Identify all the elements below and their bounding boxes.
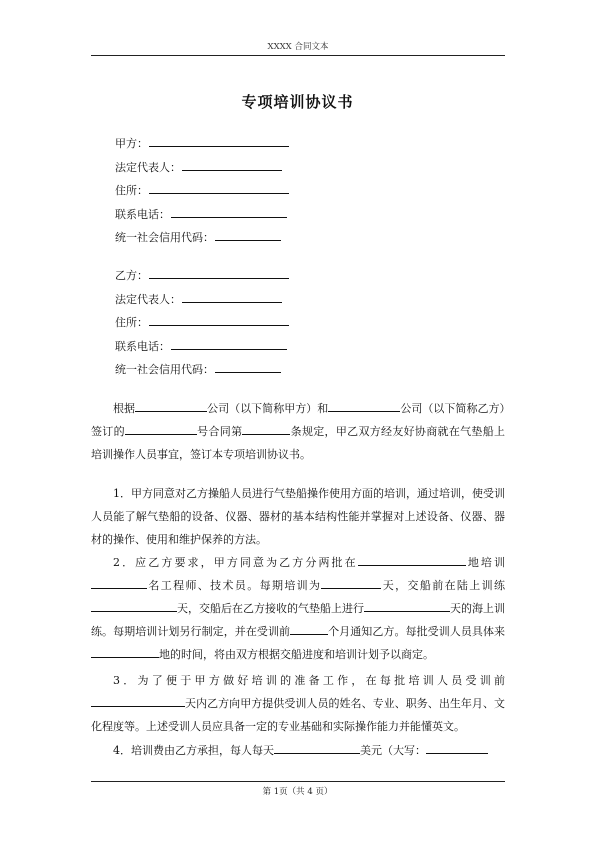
party-a-phone-label: 联系电话：: [115, 208, 170, 221]
intro-contract-no-blank[interactable]: [125, 423, 197, 435]
clause-3-text-2: 天内乙方向甲方提供受训人员的姓名、专业、职务、出生年月、文化程度等。上述受训人员应具备一定的专业基础和实际操作能力并能懂英文。: [91, 697, 505, 733]
party-b-credit-label: 统一社会信用代码：: [115, 363, 214, 376]
clause-4-text-2: 美元（大写：: [360, 744, 426, 757]
footer-divider: [91, 781, 505, 782]
intro-text-2: 公司（以下简称甲方）和: [207, 402, 329, 415]
party-a-rep-blank[interactable]: [182, 158, 282, 171]
clause-4-text-1: 4．培训费由乙方承担，每人每天: [113, 744, 274, 757]
intro-company-a-blank[interactable]: [135, 400, 207, 412]
party-a-phone-row: [115, 205, 287, 221]
clause-2-location-blank[interactable]: [358, 554, 466, 566]
clause-4-fee-blank[interactable]: [274, 742, 360, 754]
intro-company-b-blank[interactable]: [328, 400, 400, 412]
party-a-phone-blank[interactable]: [171, 205, 287, 218]
party-b-name-blank[interactable]: [149, 266, 289, 279]
intro-text-1: 根据: [113, 402, 136, 415]
clause-2-text-8: 地的时间，将由双方根据交船进度和培训计划予以商定。: [159, 648, 434, 661]
party-b-name-label: 乙方：: [115, 269, 148, 282]
party-a-name-blank[interactable]: [149, 134, 289, 147]
clause-3: [91, 669, 505, 738]
intro-article-blank[interactable]: [242, 423, 290, 435]
clause-4: [91, 739, 505, 762]
party-b-address-blank[interactable]: [149, 313, 289, 326]
party-b-name-row: [115, 266, 289, 282]
party-a-address-label: 住所：: [115, 184, 148, 197]
party-a-address-row: [115, 181, 289, 197]
party-b-credit-blank[interactable]: [215, 360, 281, 373]
clause-1: 1．甲方同意对乙方操船人员进行气垫船操作使用方面的培训，通过培训，使受训人员能了解气垫船的设备、仪器、器材的基本结构性能并掌握对上述设备、仪器、器材的操作、使用和维护保养的方法。: [91, 487, 505, 546]
party-a-rep-label: 法定代表人：: [115, 161, 181, 174]
party-a-rep-row: [115, 158, 282, 174]
clause-2-sea-days-blank[interactable]: [364, 600, 450, 612]
intro-text-4: 号合同第: [196, 425, 243, 438]
intro-paragraph: [91, 397, 505, 466]
clause-2-text-5: 天，交船后在乙方接收的气垫船上进行: [177, 602, 364, 615]
page-number: 第 1页（共 4 页）: [262, 787, 333, 797]
clause-2-text-4: 天，交船前在陆上训练: [381, 579, 506, 592]
clause-2-text-6: 天的海上训练。每期培训计划另行制定，并在受训前: [91, 602, 505, 638]
party-a-credit-label: 统一社会信用代码：: [115, 231, 214, 244]
party-b-phone-label: 联系电话：: [115, 340, 170, 353]
clause-3-text-1: 3．为了便于甲方做好培训的准备工作，在每批培训人员受训前: [113, 674, 505, 687]
party-a-name-label: 甲方：: [115, 137, 148, 150]
party-b-rep-blank[interactable]: [182, 290, 282, 303]
party-b-phone-blank[interactable]: [171, 337, 287, 350]
party-b-rep-row: [115, 290, 282, 306]
clause-3-days-blank[interactable]: [91, 695, 185, 707]
intro-text-5: 条规定，甲乙双方经友好协商就在气垫船上培训操作人员事宜，签订本专项培训协议书。: [91, 425, 506, 461]
clause-2-arrival-blank[interactable]: [91, 646, 159, 658]
clause-2: [91, 551, 505, 666]
clause-2-text-2: 地培训: [465, 556, 506, 569]
party-b-rep-label: 法定代表人：: [115, 293, 181, 306]
document-title: 专项培训协议书: [241, 93, 354, 111]
party-b-credit-row: [115, 360, 281, 376]
party-a-address-blank[interactable]: [149, 181, 289, 194]
clause-2-days-blank[interactable]: [321, 577, 381, 589]
party-a-credit-blank[interactable]: [215, 228, 281, 241]
party-b-phone-row: [115, 337, 287, 353]
clause-2-months-blank[interactable]: [290, 623, 328, 635]
clause-2-text-3: 名工程师、技术员。每期培训为: [147, 579, 322, 592]
clause-2-land-days-blank[interactable]: [91, 600, 177, 612]
clause-2-count-blank[interactable]: [91, 577, 147, 589]
party-a-credit-row: [115, 228, 281, 244]
party-a-name-row: [115, 134, 289, 150]
clause-2-text-7: 个月通知乙方。每批受训人员具体来: [328, 625, 506, 638]
header-divider: [91, 55, 505, 56]
page-header: XXXX 合同文本: [267, 42, 329, 52]
clause-4-fee-words-blank[interactable]: [426, 742, 488, 754]
party-b-address-row: [115, 313, 289, 329]
party-b-address-label: 住所：: [115, 316, 148, 329]
clause-2-text-1: 2．应乙方要求，甲方同意为乙方分两批在: [113, 556, 358, 569]
intro-text-3: 公司（以下简称乙方）签订的: [91, 402, 506, 438]
